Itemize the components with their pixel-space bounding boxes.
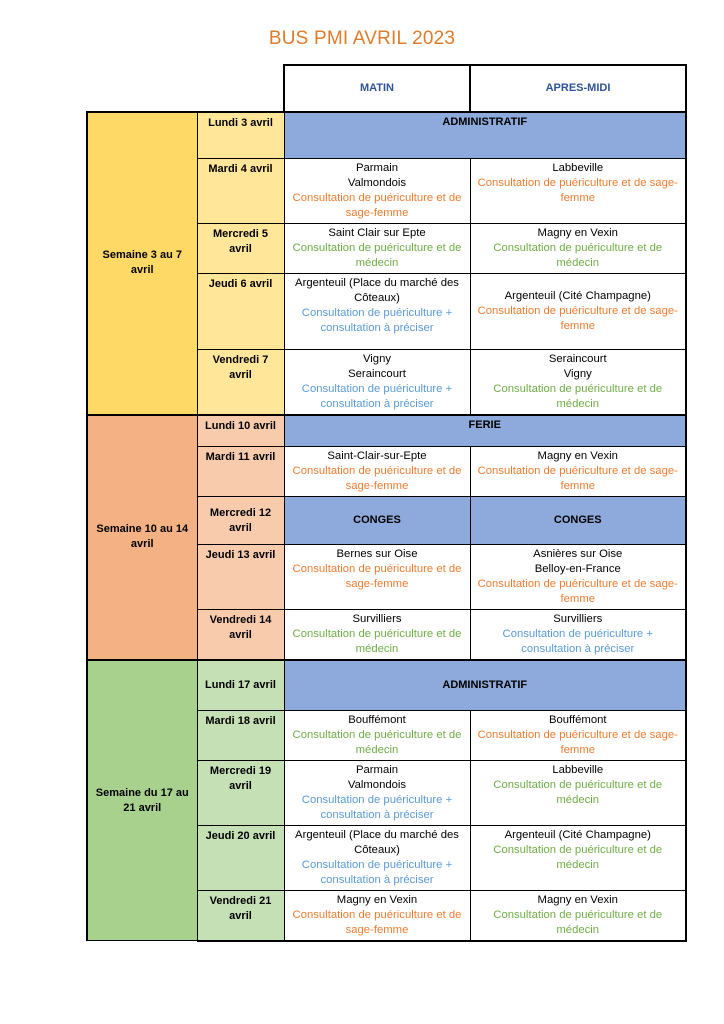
cell-line: Valmondois: [347, 176, 407, 189]
cell-line: Consultation de puériculture et de médecin: [493, 241, 663, 269]
cell-line: Consultation de puériculture + consultation à préciser: [301, 382, 453, 410]
cell-line: Magny en Vexin: [336, 893, 418, 906]
status-band: ADMINISTRATIF: [284, 112, 686, 158]
day-row: [87, 112, 686, 158]
day-row: [87, 660, 686, 710]
cell-line: Consultation de puériculture et de sage-femme: [292, 908, 462, 936]
cell-line: Consultation de puériculture et de sage-femme: [292, 563, 462, 590]
cell-line: Vigny: [362, 352, 392, 365]
morning-cell: [284, 610, 470, 661]
morning-cell: [284, 760, 470, 825]
cell-line: Bernes sur Oise: [336, 548, 418, 560]
cell-line: Consultation de puériculture + consultation à préciser: [301, 858, 453, 886]
morning-cell: [284, 710, 470, 760]
afternoon-cell: [470, 710, 686, 760]
day-row: [87, 415, 686, 447]
cell-line: Saint-Clair-sur-Epte: [327, 450, 427, 462]
day-label: Jeudi 6 avril: [197, 273, 284, 349]
afternoon-cell: [470, 825, 686, 890]
cell-line: Consultation de puériculture et de médecin: [493, 778, 663, 806]
cell-line: Consultation de puériculture et de médecin: [493, 908, 663, 936]
morning-cell: [284, 273, 470, 349]
day-label: Mardi 18 avril: [197, 710, 284, 760]
cell-line: Parmain: [355, 161, 399, 174]
cell-line: Consultation de puériculture et de médecin: [292, 628, 462, 655]
cell-line: Magny en Vexin: [537, 893, 618, 906]
cell-line: Consultation de puériculture et de médecin: [493, 382, 663, 410]
cell-line: Survilliers: [352, 613, 402, 625]
status-band-afternoon: CONGES: [470, 497, 686, 545]
week-label: Semaine 10 au 14 avril: [87, 415, 197, 661]
day-label: Lundi 17 avril: [197, 660, 284, 710]
cell-line: Consultation de puériculture + consultation à préciser: [301, 306, 453, 334]
day-label: Mercredi 12 avril: [197, 497, 284, 545]
day-label: Lundi 3 avril: [197, 112, 284, 158]
cell-line: Vigny: [563, 367, 592, 380]
cell-line: Bouffémont: [348, 713, 406, 726]
day-label: Lundi 10 avril: [197, 415, 284, 447]
cell-line: Consultation de puériculture + consultation à préciser: [301, 793, 453, 821]
cell-line: Seraincourt: [348, 367, 406, 380]
day-label: Vendredi 14 avril: [197, 610, 284, 661]
day-label: Jeudi 13 avril: [197, 545, 284, 610]
status-band: FERIE: [284, 415, 686, 447]
morning-cell: [284, 825, 470, 890]
schedule-table: [86, 64, 687, 942]
cell-line: Seraincourt: [548, 352, 607, 365]
cell-line: Labbeville: [552, 161, 604, 174]
day-label: Mardi 4 avril: [197, 158, 284, 223]
cell-line: Asnières sur Oise: [533, 548, 623, 560]
day-label: Vendredi 7 avril: [197, 349, 284, 415]
afternoon-cell: [470, 349, 686, 415]
day-label: Mardi 11 avril: [197, 447, 284, 497]
cell-line: Consultation de puériculture et de médecin: [292, 241, 462, 269]
cell-line: Survilliers: [553, 613, 603, 625]
cell-line: Consultation de puériculture et de sage-femme: [477, 465, 678, 492]
afternoon-cell: [470, 273, 686, 349]
cell-line: Valmondois: [347, 778, 407, 791]
cell-line: Consultation de puériculture et de sage-femme: [477, 304, 678, 332]
week-label: Semaine du 17 au 21 avril: [87, 660, 197, 941]
cell-line: Labbeville: [552, 763, 604, 776]
cell-line: Consultation de puériculture + consultation à préciser: [502, 628, 653, 655]
cell-line: Consultation de puériculture et de sage-femme: [477, 578, 678, 605]
cell-line: Belloy-en-France: [534, 563, 621, 575]
morning-cell: [284, 158, 470, 223]
afternoon-cell: [470, 760, 686, 825]
cell-line: Consultation de puériculture et de sage-femme: [292, 191, 462, 219]
afternoon-cell: [470, 158, 686, 223]
morning-cell: [284, 447, 470, 497]
afternoon-cell: [470, 890, 686, 941]
cell-line: Consultation de puériculture et de sage-femme: [292, 465, 462, 492]
page-title: BUS PMI AVRIL 2023: [268, 28, 456, 49]
cell-line: Consultation de puériculture et de sage-femme: [477, 728, 678, 756]
cell-line: Consultation de puériculture et de sage-femme: [477, 176, 678, 204]
morning-cell: [284, 349, 470, 415]
status-band: ADMINISTRATIF: [284, 660, 686, 710]
header-row: [87, 65, 686, 112]
morning-cell: [284, 890, 470, 941]
afternoon-cell: [470, 545, 686, 610]
header-afternoon: APRES-MIDI: [470, 65, 686, 112]
morning-cell: [284, 223, 470, 273]
afternoon-cell: [470, 447, 686, 497]
header-morning: MATIN: [284, 65, 470, 112]
header-blank: [87, 65, 284, 112]
morning-cell: [284, 545, 470, 610]
week-label: Semaine 3 au 7 avril: [87, 112, 197, 415]
day-label: Mercredi 19 avril: [197, 760, 284, 825]
cell-line: Argenteuil (Place du marché des Côteaux): [295, 828, 459, 856]
cell-line: Parmain: [355, 763, 399, 776]
day-label: Jeudi 20 avril: [197, 825, 284, 890]
cell-line: Argenteuil (Cité Champagne): [504, 828, 651, 841]
cell-line: Argenteuil (Place du marché des Côteaux): [295, 276, 459, 304]
cell-line: Consultation de puériculture et de médecin: [493, 843, 663, 871]
cell-line: Consultation de puériculture et de médecin: [292, 728, 462, 756]
day-label: Mercredi 5 avril: [197, 223, 284, 273]
cell-line: Saint Clair sur Epte: [328, 226, 426, 239]
cell-line: Bouffémont: [548, 713, 607, 726]
afternoon-cell: [470, 610, 686, 661]
afternoon-cell: [470, 223, 686, 273]
day-label: Vendredi 21 avril: [197, 890, 284, 941]
status-band-morning: CONGES: [284, 497, 470, 545]
cell-line: Magny en Vexin: [537, 450, 618, 462]
cell-line: Argenteuil (Cité Champagne): [504, 289, 651, 302]
cell-line: Magny en Vexin: [537, 226, 618, 239]
